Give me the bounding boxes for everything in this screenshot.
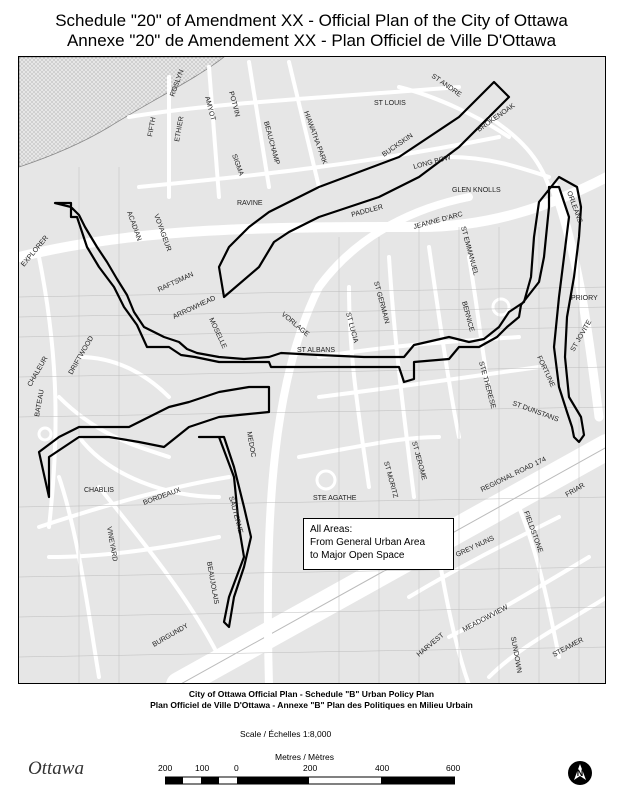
caption-english: City of Ottawa Official Plan - Schedule "B" Urban Policy Plan [188, 689, 435, 699]
street-label: ETHIER [174, 115, 186, 143]
road-network [19, 62, 606, 684]
street-label: STEAMER [551, 636, 585, 659]
scale-tick: 400 [375, 763, 390, 773]
map-canvas [19, 57, 606, 684]
river-water [19, 57, 224, 167]
street-label: HARVEST [415, 631, 446, 659]
street-label: ACADIAN [125, 210, 143, 242]
scale-tick: 0 [234, 763, 239, 773]
street-label: STE THERESE [477, 360, 497, 410]
street-label: ORLEANS [565, 190, 584, 225]
street-label: ST LUCIA [344, 311, 359, 344]
scale-units-label: Metres / Mètres [275, 752, 335, 762]
scale-tick: 200 [303, 763, 318, 773]
street-label: BEAUCHAMP [262, 120, 281, 166]
street-label: BATEAU [34, 389, 46, 418]
street-label: PRIORY [571, 295, 598, 302]
street-label: ST EMMANUEL [459, 225, 479, 277]
street-label: CHABLIS [84, 487, 114, 494]
street-label: MEDOC [245, 431, 257, 459]
street-label: ST GERMAIN [372, 280, 391, 325]
street-label: GREY NUNS [454, 534, 496, 559]
street-label: FORTUNE [535, 354, 556, 389]
street-label: GLEN KNOLLS [452, 187, 501, 194]
scale-bar [165, 776, 455, 786]
street-label: BERNICE [460, 300, 475, 333]
street-label: HIAWATHA PARK [302, 110, 328, 166]
street-label: ST JEROME [410, 440, 428, 482]
street-label: VORLAGE [279, 311, 311, 339]
street-label: VINEYARD [105, 526, 119, 563]
street-label: SIGMA [230, 153, 245, 177]
street-label: DRIFTWOOD [67, 335, 96, 376]
legend-line-1: All Areas: [310, 524, 353, 535]
street-label: SUNDOWN [509, 636, 523, 674]
scale-tick: 100 [195, 763, 210, 773]
street-label: BEAUJOLAIS [205, 561, 220, 605]
street-label: BORDEAUX [142, 486, 182, 507]
street-label: ROSLYN [169, 68, 186, 98]
street-label: RAVINE [237, 200, 263, 207]
street-label: BUCKSKIN [381, 132, 415, 159]
legend-line-2: From General Urban Area [310, 537, 426, 548]
legend-box [303, 518, 454, 570]
street-label: BROKENOAK [476, 102, 517, 134]
street-label: SAUTERNE [227, 495, 244, 535]
street-label: VOYAGEUR [152, 213, 173, 253]
street-label: ARROWHEAD [171, 294, 217, 321]
street-label: MOSELLE [207, 316, 228, 350]
street-label: FIELDSTONE [522, 510, 544, 554]
map-title-english: Schedule "20" of Amendment XX - Official Plan of the City of Ottawa [55, 11, 568, 30]
street-label: FIFTH [147, 116, 158, 138]
street-label: ST DUNSTANS [511, 400, 560, 424]
street-label: PADDLER [350, 203, 384, 219]
scale-tick: 600 [446, 763, 461, 773]
street-label: ST LOUIS [374, 100, 406, 107]
street-label: ST JOVITE [569, 318, 594, 353]
ottawa-logo: Ottawa [28, 758, 84, 779]
scale-ratio: Scale / Échelles 1:8,000 [240, 729, 332, 739]
street-label: CHALEUR [26, 355, 50, 388]
street-label: ST ANDRE [429, 72, 463, 99]
street-label: REGIONAL ROAD 174 [479, 456, 548, 494]
street-label: JEANNE D'ARC [412, 211, 464, 231]
street-label: BURGUNDY [151, 622, 190, 649]
scale-tick: 200 [158, 763, 173, 773]
street-label: FRIAR [564, 482, 587, 499]
street-label: POTVIN [227, 90, 241, 118]
street-label: LONG BOW [412, 154, 452, 171]
caption-french: Plan Officiel de Ville D'Ottawa - Annexe "B" Plan des Politiques en Milieu Urbain [150, 700, 473, 710]
north-arrow-icon [567, 760, 593, 791]
map-frame[interactable] [18, 56, 606, 684]
street-label: ST ALBANS [297, 347, 336, 354]
legend-line-3: to Major Open Space [310, 550, 405, 561]
street-label: EXPLORER [20, 234, 51, 269]
street-label: STE AGATHE [313, 495, 357, 502]
street-label: AMYOT [203, 95, 217, 122]
street-label: RAFTSMAN [156, 271, 195, 294]
north-label: N [576, 768, 584, 778]
map-title-french: Annexe "20" de Amendement XX - Plan Officiel de Ville D'Ottawa [66, 31, 557, 50]
street-label: ST MORITZ [382, 460, 399, 499]
street-label: MEADOWVIEW [461, 604, 510, 634]
